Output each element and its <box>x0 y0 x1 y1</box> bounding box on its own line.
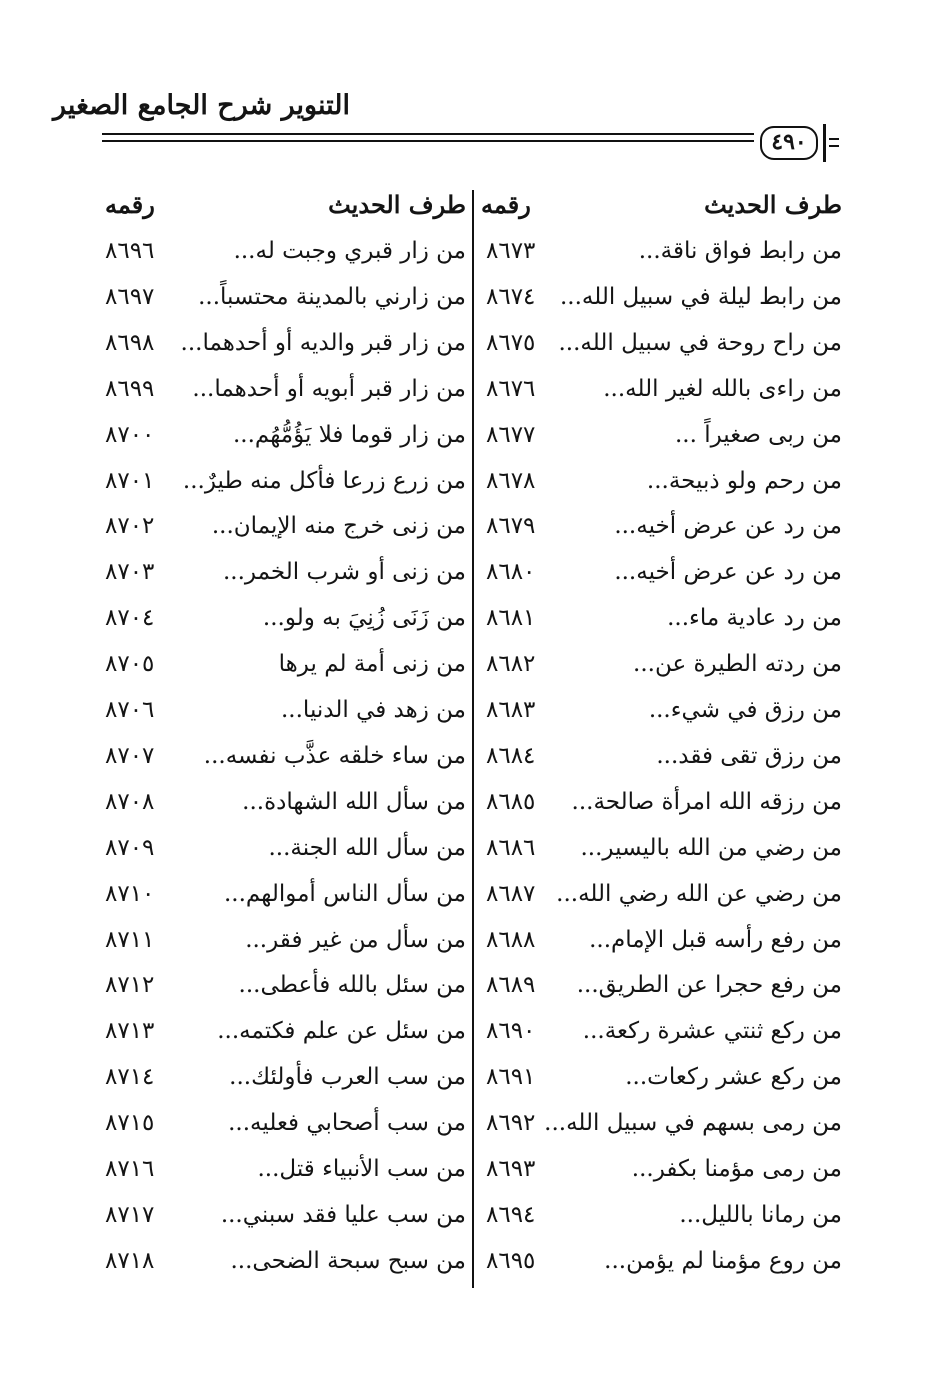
table-row <box>0 236 947 282</box>
left-entry-number: ٨٧١٧ <box>105 1201 155 1228</box>
table-row <box>0 374 947 420</box>
page-number: ٤٩٠ <box>760 126 818 160</box>
table-row <box>0 603 947 649</box>
right-entry-text: من روع مؤمنا لم يؤمن... <box>604 1247 842 1274</box>
right-entry-text: من رضي عن الله رضي الله... <box>556 880 842 907</box>
left-entry-text: من سأل الناس أموالهم... <box>223 880 466 907</box>
left-entry-number: ٨٦٩٦ <box>105 238 155 264</box>
right-entry-text: من رحم ولو ذبيحة... <box>646 467 842 494</box>
right-entry-number: ٨٦٨٧ <box>486 880 536 907</box>
right-entry-text: من رد عن عرض أخيه... <box>614 513 842 540</box>
left-num-header: رقمه <box>105 190 155 219</box>
left-entry-number: ٨٧١٦ <box>105 1156 155 1182</box>
right-entry-number: ٨٦٨٦ <box>486 834 536 861</box>
right-entry-number: ٨٦٨٣ <box>486 697 536 723</box>
left-entry-text: من سأل الله الجنة... <box>268 834 466 861</box>
right-entry-text: من راءى بالله لغير الله... <box>603 375 842 402</box>
right-entry-text: من رابط ليلة في سبيل الله... <box>559 283 842 310</box>
right-entry-text: من راح روحة في سبيل الله... <box>558 329 842 356</box>
right-entry-number: ٨٦٩٠ <box>486 1018 536 1045</box>
right-entry-text: من رمى مؤمنا بكفر... <box>631 1156 842 1182</box>
table-row <box>0 557 947 603</box>
right-entry-number: ٨٦٨٠ <box>486 559 536 586</box>
table-row <box>0 1246 947 1292</box>
table-row <box>0 1062 947 1108</box>
badge-tick-bottom <box>829 145 839 147</box>
table-row <box>0 970 947 1016</box>
table-row <box>0 282 947 328</box>
right-entry-number: ٨٦٧٥ <box>486 329 536 356</box>
table-row <box>0 1200 947 1246</box>
table-row <box>0 1154 947 1200</box>
left-entry-number: ٨٧٠٦ <box>105 697 155 723</box>
page-badge-bar <box>823 124 826 162</box>
right-entry-number: ٨٦٧٣ <box>486 238 536 264</box>
left-entry-number: ٨٧١٠ <box>105 880 155 907</box>
table-row <box>0 787 947 833</box>
right-entry-number: ٨٦٨١ <box>486 605 536 632</box>
left-entry-number: ٨٧١٢ <box>105 972 155 999</box>
left-entry-number: ٨٧٠١ <box>105 467 155 494</box>
left-entry-number: ٨٧١١ <box>105 926 155 953</box>
header-rule-top <box>102 133 754 135</box>
right-entry-text: من رضي من الله باليسير... <box>580 834 842 861</box>
table-row <box>0 925 947 971</box>
left-entry-text: من زار قبر والديه أو أحدهما... <box>180 329 466 356</box>
left-entry-number: ٨٧٠٠ <box>105 421 155 448</box>
right-entry-text: من رابط فواق ناقة... <box>638 238 842 264</box>
left-entry-text: من سئل عن علم فكتمه... <box>217 1018 466 1045</box>
left-entry-number: ٨٧١٥ <box>105 1110 155 1137</box>
right-entry-number: ٨٦٧٦ <box>486 375 536 402</box>
header-rule-bottom <box>102 140 754 142</box>
left-entry-number: ٨٧٠٥ <box>105 651 155 678</box>
left-entry-text: من زار قبر أبويه أو أحدهما... <box>192 375 466 402</box>
left-entry-number: ٨٧١٣ <box>105 1018 155 1045</box>
left-entry-text: من ساء خلقه عذَّب نفسه... <box>203 742 466 769</box>
left-entry-number: ٨٧٠٣ <box>105 559 155 586</box>
left-entry-number: ٨٦٩٧ <box>105 283 155 310</box>
right-entry-text: من رفع رأسه قبل الإمام... <box>589 926 842 953</box>
right-entry-number: ٨٦٩٢ <box>486 1110 536 1137</box>
table-row <box>0 511 947 557</box>
left-entry-text: من زهد في الدنيا... <box>281 697 466 723</box>
right-entry-text: من رزق في شيء... <box>648 697 842 723</box>
left-entry-number: ٨٧٠٨ <box>105 788 155 815</box>
table-row <box>0 695 947 741</box>
left-entry-text: من زنى أو شرب الخمر... <box>222 559 466 586</box>
right-entry-number: ٨٦٩٤ <box>486 1201 536 1228</box>
left-entry-number: ٨٧١٨ <box>105 1247 155 1274</box>
table-row <box>0 879 947 925</box>
left-entry-text: من سب الأنبياء قتل... <box>257 1156 466 1182</box>
right-entry-number: ٨٦٧٨ <box>486 467 536 494</box>
left-entry-text: من زار قبري وجبت له... <box>233 238 466 264</box>
right-entry-text: من رزقه الله امرأة صالحة... <box>571 788 842 815</box>
right-entry-number: ٨٦٩١ <box>486 1064 536 1091</box>
right-entry-text: من ركع ثنتي عشرة ركعة... <box>582 1018 842 1045</box>
right-num-header: رقمه <box>481 190 531 219</box>
right-entry-text: من ركع عشر ركعات... <box>625 1064 842 1091</box>
left-entry-text: من سب العرب فأولئك... <box>229 1064 466 1091</box>
left-entry-number: ٨٧٠٢ <box>105 513 155 540</box>
left-entry-text: من سأل من غير فقر... <box>245 926 466 953</box>
left-entry-number: ٨٧٠٧ <box>105 742 155 769</box>
right-entry-number: ٨٦٩٣ <box>486 1156 536 1182</box>
table-row <box>0 1108 947 1154</box>
left-entry-number: ٨٧٠٤ <box>105 605 155 632</box>
right-text-header: طرف الحديث <box>704 190 842 219</box>
right-entry-number: ٨٦٩٥ <box>486 1247 536 1274</box>
right-entry-number: ٨٦٨٩ <box>486 972 536 999</box>
left-entry-text: من زنى خرج منه الإيمان... <box>211 513 466 540</box>
right-entry-number: ٨٦٧٩ <box>486 513 536 540</box>
left-entry-text: من زنى أمة لم يرها <box>278 651 466 678</box>
table-row <box>0 328 947 374</box>
left-entry-text: من سب أصحابي فعليه... <box>228 1110 466 1137</box>
table-row <box>0 741 947 787</box>
table-row <box>0 466 947 512</box>
left-entry-text: من سبح سبحة الضحى... <box>230 1247 466 1274</box>
left-entry-text: من زرع زرعا فأكل منه طيرٌ... <box>182 467 466 494</box>
left-entry-number: ٨٧٠٩ <box>105 834 155 861</box>
left-entry-number: ٨٦٩٨ <box>105 329 155 356</box>
left-entry-text: من سب عليا فقد سبني... <box>220 1201 466 1228</box>
book-title: التنوير شرح الجامع الصغير <box>53 90 350 121</box>
right-entry-number: ٨٦٧٤ <box>486 283 536 310</box>
table-row <box>0 420 947 466</box>
badge-tick-top <box>829 138 839 140</box>
right-entry-text: من رد عادية ماء... <box>667 605 842 632</box>
right-entry-text: من رد عن عرض أخيه... <box>614 559 842 586</box>
table-row <box>0 1016 947 1062</box>
left-entry-text: من سأل الله الشهادة... <box>242 788 466 815</box>
left-entry-text: من زَنَى زُنِيَ به ولو... <box>262 605 466 632</box>
left-entry-number: ٨٦٩٩ <box>105 375 155 402</box>
right-entry-number: ٨٦٨٤ <box>486 742 536 769</box>
table-row <box>0 649 947 695</box>
right-entry-text: من رمانا بالليل... <box>679 1201 842 1228</box>
left-text-header: طرف الحديث <box>328 190 466 219</box>
right-entry-number: ٨٦٨٨ <box>486 926 536 953</box>
right-entry-number: ٨٦٧٧ <box>486 421 536 448</box>
left-entry-text: من زارني بالمدينة محتسباً... <box>198 283 466 310</box>
right-entry-text: من ربى صغيراً ... <box>674 421 842 448</box>
right-entry-text: من ردته الطيرة عن... <box>633 651 842 678</box>
left-entry-text: من سئل بالله فأعطى... <box>238 972 466 999</box>
right-entry-text: من رفع حجرا عن الطريق... <box>576 972 842 999</box>
right-entry-number: ٨٦٨٢ <box>486 651 536 678</box>
left-entry-number: ٨٧١٤ <box>105 1064 155 1091</box>
right-entry-text: من رمى بسهم في سبيل الله... <box>544 1110 842 1137</box>
right-entry-number: ٨٦٨٥ <box>486 788 536 815</box>
left-entry-text: من زار قوما فلا يَؤُمُّهُم... <box>232 421 466 448</box>
table-row <box>0 833 947 879</box>
right-entry-text: من رزق تقى فقد... <box>656 742 842 769</box>
